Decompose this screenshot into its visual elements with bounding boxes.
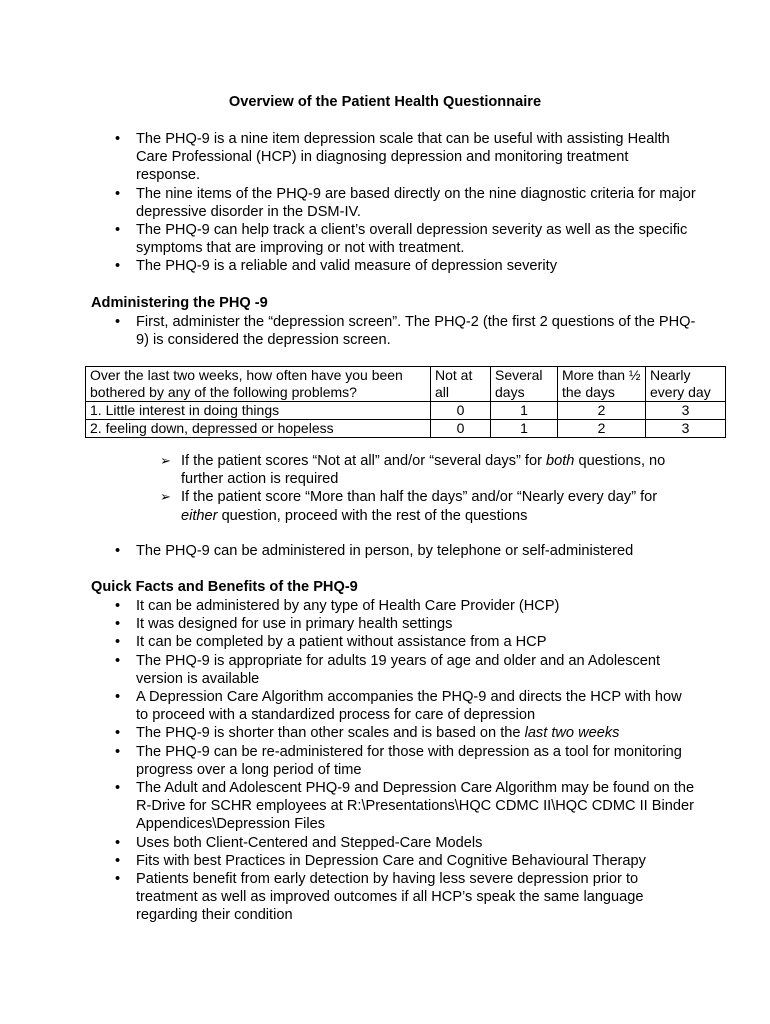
administering-list xyxy=(0,313,696,349)
list-item: • First, administer the “depression screen”. The PHQ-2 (the first 2 questions of the PHQ-9) is considered the depression screen. xyxy=(0,313,696,349)
page-title: Overview of the Patient Health Questionnaire xyxy=(228,94,542,110)
list-item xyxy=(0,488,681,524)
score-cell: 0 xyxy=(431,402,491,420)
list-item: • The PHQ-9 can be re-administered for those with depression as a tool for monitoring progress over a long period of time xyxy=(0,743,696,779)
list-item xyxy=(0,724,696,742)
table-row xyxy=(86,420,726,438)
list-item: • The Adult and Adolescent PHQ-9 and Depression Care Algorithm may be found on the R-Drive for SCHR employees at R:\Presentations\HQC CDMC II\HQC CDMC II Binder Appendices\Depression Files xyxy=(0,779,696,834)
list-item: • The PHQ-9 can be administered in person, by telephone or self-administered xyxy=(0,542,696,560)
list-item: • It can be completed by a patient without assistance from a HCP xyxy=(0,633,696,651)
list-item: • A Depression Care Algorithm accompanies the PHQ-9 and directs the HCP with how to proceed with a standardized process for care of depression xyxy=(0,688,696,724)
score-cell: 0 xyxy=(431,420,491,438)
column-header: Not at all xyxy=(431,367,491,402)
list-item: • The PHQ-9 can help track a client’s overall depression severity as well as the specific symptoms that are improving or not with treatment. xyxy=(0,221,696,257)
score-cell: 1 xyxy=(491,402,558,420)
list-item: • Uses both Client-Centered and Stepped-Care Models xyxy=(0,834,696,852)
score-cell: 2 xyxy=(558,402,646,420)
column-header: Several days xyxy=(491,367,558,402)
list-item: • Patients benefit from early detection by having less severe depression prior to treatment as well as improved outcomes if all HCP’s speak the same language regarding their condition xyxy=(0,870,696,925)
facts-list xyxy=(0,597,696,925)
score-cell: 1 xyxy=(491,420,558,438)
row-label: 1. Little interest in doing things xyxy=(86,402,431,420)
column-header: Nearly every day xyxy=(646,367,726,402)
screening-rules-list xyxy=(0,452,681,525)
column-header: More than ½ the days xyxy=(558,367,646,402)
section-heading-facts: Quick Facts and Benefits of the PHQ-9 xyxy=(91,579,358,595)
list-item: • Fits with best Practices in Depression Care and Cognitive Behavioural Therapy xyxy=(0,852,696,870)
row-label: 2. feeling down, depressed or hopeless xyxy=(86,420,431,438)
question-header: Over the last two weeks, how often have you been bothered by any of the following problems? xyxy=(86,367,431,402)
list-item: • The PHQ-9 is a reliable and valid measure of depression severity xyxy=(0,257,696,275)
section-heading-administering: Administering the PHQ -9 xyxy=(91,295,268,311)
list-item: • It can be administered by any type of Health Care Provider (HCP) xyxy=(0,597,696,615)
table-row xyxy=(86,402,726,420)
list-item: • It was designed for use in primary health settings xyxy=(0,615,696,633)
administration-mode-list xyxy=(0,542,696,560)
list-item: • The PHQ-9 is a nine item depression scale that can be useful with assisting Health Care Professional (HCP) in diagnosing depression and monitoring treatment response. xyxy=(0,130,696,185)
fact-text: The PHQ-9 is shorter than other scales and is based on the xyxy=(136,725,525,742)
score-cell: 3 xyxy=(646,402,726,420)
rule-text: question, proceed with the rest of the questions xyxy=(217,507,528,524)
fact-emphasis: last two weeks xyxy=(524,725,620,742)
rule-text: If the patient score “More than half the days” and/or “Nearly every day” for xyxy=(181,489,658,506)
phq2-table xyxy=(85,366,726,438)
rule-text: If the patient scores “Not at all” and/or “several days” for xyxy=(181,453,547,469)
score-cell: 3 xyxy=(646,420,726,438)
list-item xyxy=(0,452,681,488)
rule-emphasis: either xyxy=(181,507,218,524)
rule-emphasis: both xyxy=(546,453,575,469)
overview-list xyxy=(0,130,696,276)
list-item: • The PHQ-9 is appropriate for adults 19 years of age and older and an Adolescent version is available xyxy=(0,652,696,688)
rule-text: questions, no further action is required xyxy=(181,453,666,488)
table-header-row xyxy=(86,367,726,402)
list-item: • The nine items of the PHQ-9 are based directly on the nine diagnostic criteria for major depressive disorder in the DSM-IV. xyxy=(0,185,696,221)
score-cell: 2 xyxy=(558,420,646,438)
